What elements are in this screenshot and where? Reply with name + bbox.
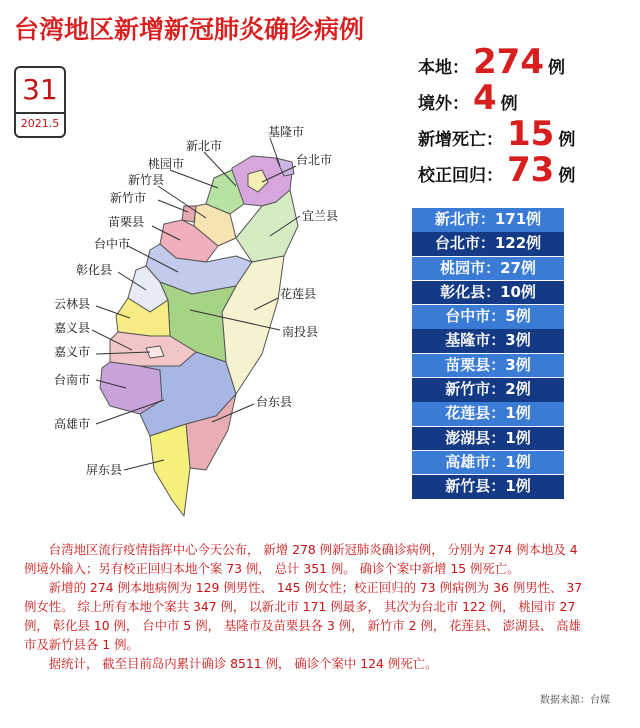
stat-backlog [418, 152, 575, 188]
stat-local [418, 44, 575, 80]
leader-line [170, 170, 218, 188]
stat-unit: 例 [558, 130, 576, 150]
label-taitung: 台东县 [256, 395, 293, 409]
case-item: 台中市：5例 [412, 305, 564, 329]
stat-value: 73 [507, 150, 555, 190]
case-item: 彰化县：10例 [412, 281, 564, 305]
stat-value: 15 [507, 114, 555, 154]
label-yilan: 宜兰县 [302, 209, 339, 223]
label-taipei: 台北市 [296, 153, 333, 167]
case-item: 新北市：171例 [412, 208, 564, 232]
stat-value: 274 [473, 42, 544, 82]
label-nantou: 南投县 [282, 325, 319, 339]
region-pingtung [150, 424, 190, 516]
region-hsinchu-city [182, 206, 196, 222]
stat-unit: 例 [547, 58, 565, 78]
case-item: 澎湖县：1例 [412, 427, 564, 451]
label-miaoli: 苗栗县 [108, 215, 145, 229]
label-hsinchu-county: 新竹县 [128, 173, 165, 187]
stat-label: 本地： [418, 58, 469, 78]
stat-unit: 例 [500, 94, 518, 114]
label-hualien: 花莲县 [280, 287, 317, 301]
case-item: 苗栗县：3例 [412, 354, 564, 378]
date-month: 2021.5 [16, 112, 64, 136]
label-taichung: 台中市 [94, 237, 131, 251]
label-tainan: 台南市 [54, 373, 91, 387]
stats-panel [418, 44, 575, 188]
label-yunlin: 云林县 [54, 297, 91, 311]
label-taoyuan: 桃园市 [148, 157, 185, 171]
stat-label: 校正回归： [418, 166, 503, 186]
case-item: 桃园市：27例 [412, 257, 564, 281]
label-keelung: 基隆市 [268, 125, 305, 139]
leader-line [158, 186, 206, 218]
case-item: 花莲县：1例 [412, 402, 564, 426]
label-pingtung: 屏东县 [86, 463, 123, 477]
paragraph: 新增的 274 例本地病例为 129 例男性、 145 例女性；校正回归的 73 例病例为 36 例男性、 37 例女性。 综上所有本地个案共 347 例， 以新北市 171 例最多， 其次为台北市 122 例， 桃园市 27 例， 彰化县 10 例， 台中市 5 例， 基隆市及苗栗县各 3 例， 新竹市 2 例， 花莲县、 澎湖县、 高雄市及新竹县各 1 例。 [24, 580, 583, 652]
label-kaohsiung: 高雄市 [54, 417, 91, 431]
label-chiayi-city: 嘉义市 [54, 345, 91, 359]
stat-unit: 例 [558, 166, 576, 186]
case-item: 基隆市：3例 [412, 329, 564, 353]
stat-deaths [418, 116, 575, 152]
paragraph: 据统计， 截至目前岛内累计确诊 8511 例， 确诊个案中 124 例死亡。 [48, 656, 438, 671]
case-item: 台北市：122例 [412, 232, 564, 256]
case-item: 新竹市：2例 [412, 378, 564, 402]
label-xinbei: 新北市 [186, 139, 223, 153]
label-hsinchu-city: 新竹市 [110, 191, 147, 205]
page-title: 台湾地区新增新冠肺炎确诊病例 [14, 15, 365, 44]
taiwan-map [0, 120, 400, 520]
case-list [412, 208, 564, 500]
stat-imported [418, 80, 575, 116]
report-text [24, 540, 590, 673]
case-item: 高雄市：1例 [412, 451, 564, 475]
stat-label: 新增死亡： [418, 130, 503, 150]
label-changhua: 彰化县 [76, 263, 113, 277]
date-day: 31 [22, 73, 58, 106]
stat-label: 境外： [418, 94, 469, 114]
stat-value: 4 [473, 78, 497, 118]
paragraph: 台湾地区流行疫情指挥中心今天公布， 新增 278 例新冠肺炎确诊病例， 分别为 274 例本地及 4 例境外输入；另有校正回归本地个案 73 例， 总计 351 例。 确诊个案中新增 15 例死亡。 [24, 542, 578, 576]
label-chiayi-county: 嘉义县 [54, 321, 91, 335]
case-item: 新竹县：1例 [412, 475, 564, 499]
data-source: 数据来源：台媒 [540, 695, 610, 706]
